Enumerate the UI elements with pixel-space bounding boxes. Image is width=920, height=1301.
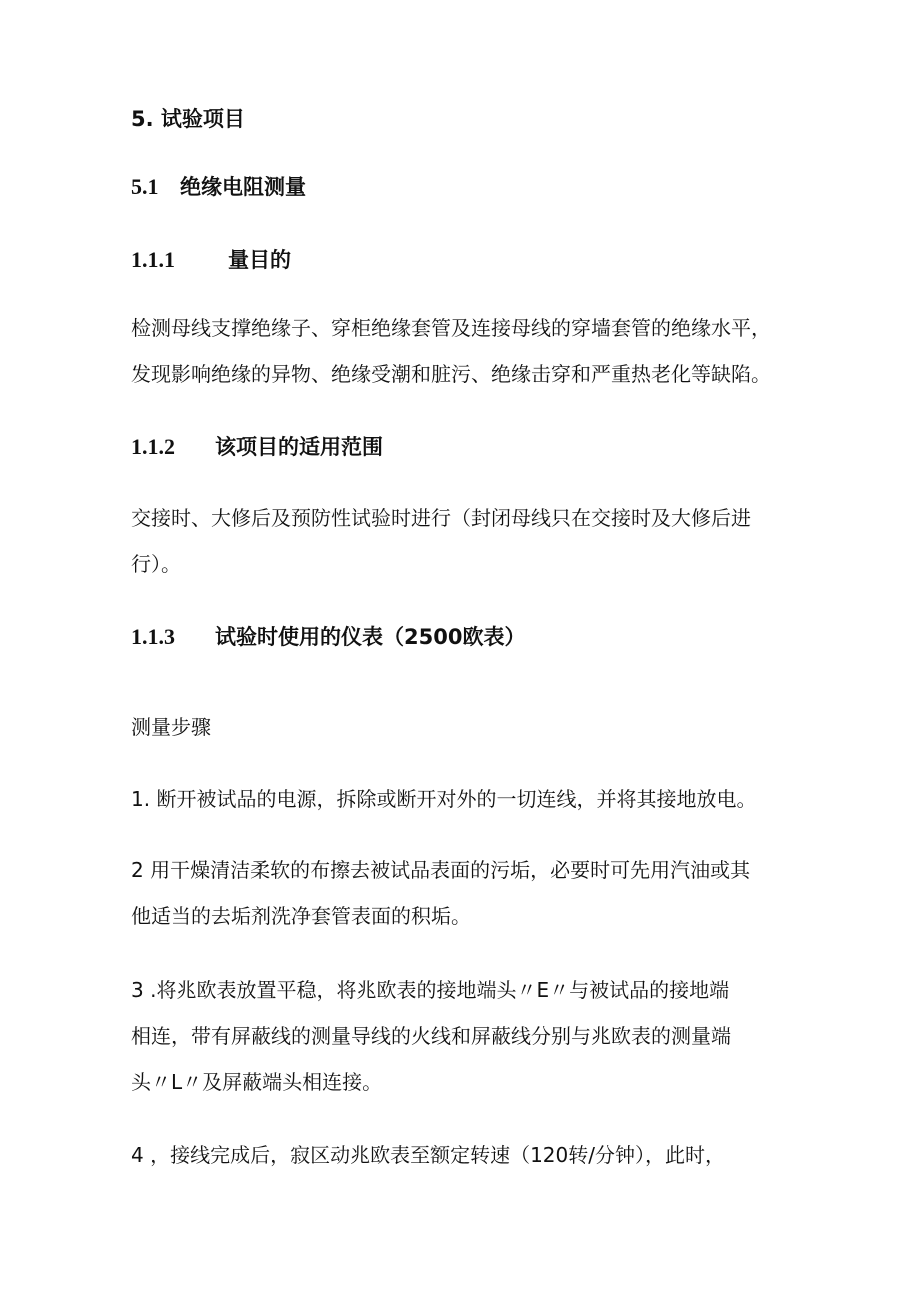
paragraph-line: 2 用干燥清洁柔软的布擦去被试品表面的污垢，必要时可先用汽油或其 [131, 858, 751, 882]
step-1 [131, 776, 821, 822]
scope-title: 该项目的适用范围 [215, 435, 383, 459]
scope-heading [131, 434, 821, 460]
purpose-paragraph [131, 305, 821, 397]
scope-paragraph [131, 495, 821, 587]
step-3 [131, 967, 821, 1105]
paragraph-line: 3 .将兆欧表放置平稳，将兆欧表的接地端头〃E〃与被试品的接地端 [131, 978, 730, 1002]
subsection-heading [131, 174, 821, 200]
paragraph-line: 4 ，接线完成后，寂区动兆欧表至额定转速（120转/分钟），此时， [131, 1143, 725, 1167]
purpose-heading [131, 247, 821, 273]
paragraph-line: 他适当的去垢剂洗净套管表面的积垢。 [131, 904, 471, 928]
paragraph-line: 相连，带有屏蔽线的测量导线的火线和屏蔽线分别与兆欧表的测量端 [131, 1024, 731, 1048]
scope-number: 1.1.2 [131, 434, 175, 459]
purpose-number: 1.1.1 [131, 247, 175, 272]
paragraph-line: 1. 断开被试品的电源，拆除或断开对外的一切连线，并将其接地放电。 [131, 787, 757, 811]
instrument-title: 试验时使用的仪表（2500欧表） [215, 625, 526, 649]
paragraph-line: 检测母线支撑绝缘子、穿柜绝缘套管及连接母线的穿墙套管的绝缘水平， [131, 316, 771, 340]
instrument-heading [131, 624, 821, 650]
steps-heading: 测量步骤 [131, 715, 211, 739]
step-4 [131, 1132, 821, 1178]
paragraph-line: 头〃L〃及屏蔽端头相连接。 [131, 1070, 383, 1094]
step-2 [131, 847, 821, 939]
paragraph-line: 交接时、大修后及预防性试验时进行（封闭母线只在交接时及大修后进 [131, 506, 751, 530]
instrument-number: 1.1.3 [131, 624, 175, 649]
paragraph-line: 行）。 [131, 552, 181, 576]
purpose-title: 量目的 [228, 248, 291, 272]
section-title: 5. 试验项目 [131, 107, 245, 131]
paragraph-line: 发现影响绝缘的异物、绝缘受潮和脏污、绝缘击穿和严重热老化等缺陷。 [131, 362, 771, 386]
subsection-title: 绝缘电阻测量 [180, 175, 306, 199]
subsection-number: 5.1 [131, 174, 159, 199]
